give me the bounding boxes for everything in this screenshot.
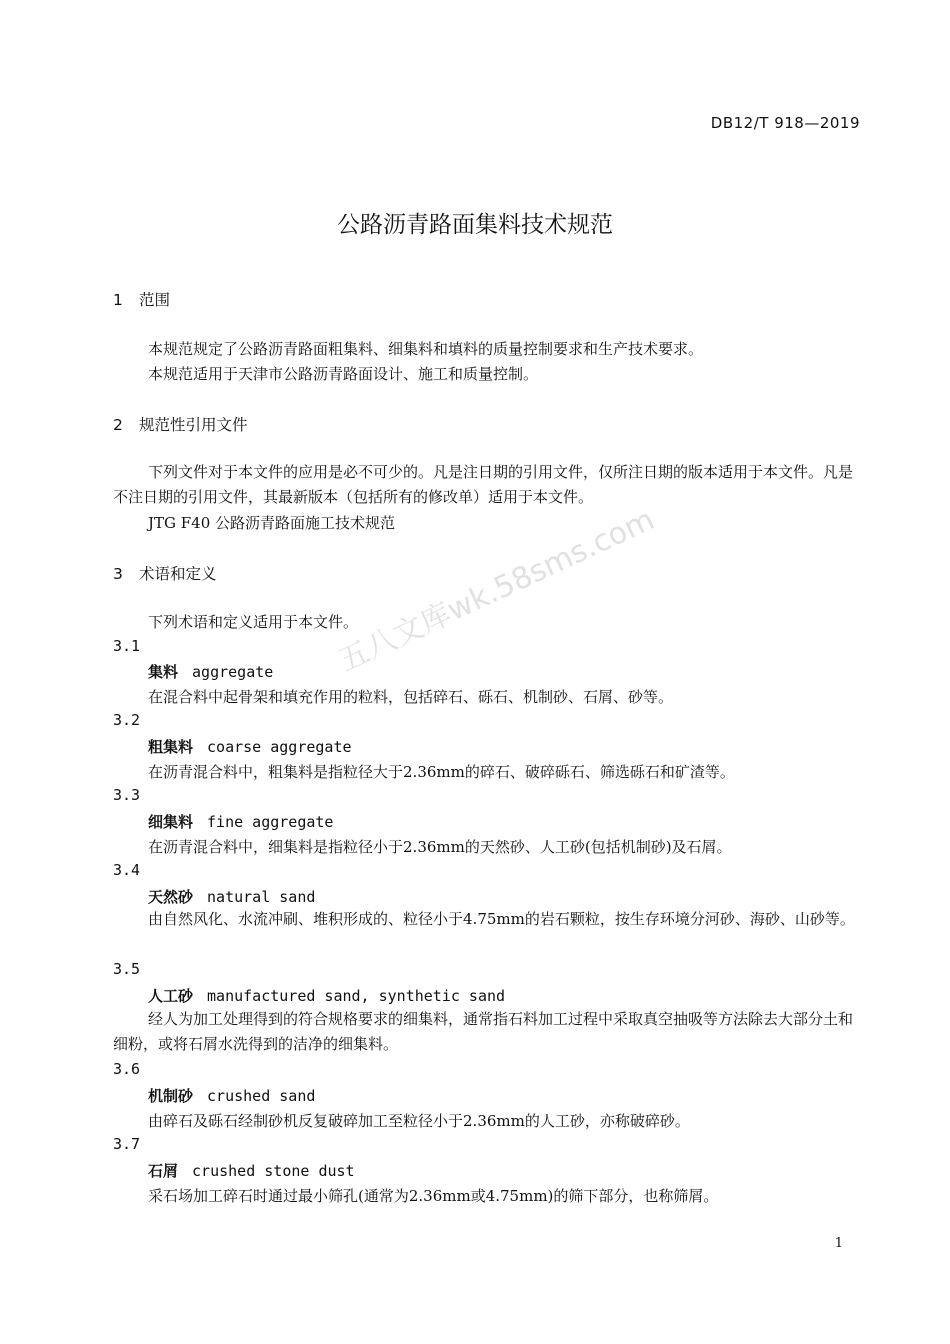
term-number: 3.4	[113, 861, 141, 879]
term-en: coarse aggregate	[207, 738, 352, 756]
term	[148, 661, 273, 682]
paragraph: 本规范适用于天津市公路沥青路面设计、施工和质量控制。	[148, 365, 539, 383]
term-number: 3.7	[113, 1135, 141, 1153]
document-title: 公路沥青路面集料技术规范	[337, 212, 613, 238]
term-en: crushed sand	[207, 1087, 316, 1105]
term-number: 3.6	[113, 1060, 141, 1078]
term	[148, 736, 352, 757]
term-definition: 在混合料中起骨架和填充作用的粒料，包括碎石、砾石、机制砂、石屑、砂等。	[148, 688, 674, 706]
term-en: fine aggregate	[207, 813, 334, 831]
reference-item: JTG F40 公路沥青路面施工技术规范	[148, 514, 396, 532]
section-number: 2	[113, 416, 123, 434]
paragraph: 下列文件对于本文件的应用是必不可少的。凡是注日期的引用文件，仅所注日期的版本适用于本文件。凡是不注日期的引用文件，其最新版本（包括所有的修改单）适用于本文件。	[113, 463, 854, 506]
term-definition: 采石场加工碎石时通过最小筛孔(通常为2.36mm或4.75mm)的筛下部分，也称筛屑。	[148, 1187, 719, 1205]
term-definition: 在沥青混合料中，细集料是指粒径小于2.36mm的天然砂、人工砂(包括机制砂)及石屑。	[148, 838, 732, 856]
paragraph: 本规范规定了公路沥青路面粗集料、细集料和填料的质量控制要求和生产技术要求。	[148, 340, 704, 358]
term-zh: 天然砂	[148, 888, 194, 906]
term	[148, 985, 505, 1006]
paragraph: 下列术语和定义适用于本文件。	[148, 613, 359, 631]
term-zh: 机制砂	[148, 1087, 194, 1105]
term-definition: 在沥青混合料中，粗集料是指粒径大于2.36mm的碎石、破碎砾石、筛选砾石和矿渣等。	[148, 763, 735, 781]
section-number: 1	[113, 291, 123, 309]
section-3-heading	[113, 562, 217, 584]
standard-code: DB12/T 918—2019	[710, 114, 860, 132]
section-title: 术语和定义	[139, 565, 217, 583]
term-zh: 人工砂	[148, 987, 194, 1005]
term-zh: 粗集料	[148, 738, 194, 756]
term-number: 3.2	[113, 711, 141, 729]
section-1-heading	[113, 288, 170, 310]
term	[148, 1160, 355, 1181]
term	[148, 1085, 315, 1106]
section-title: 范围	[139, 291, 171, 309]
section-title: 规范性引用文件	[139, 416, 248, 434]
term	[148, 886, 315, 907]
term-number: 3.5	[113, 960, 141, 978]
term-definition: 由自然风化、水流冲刷、堆积形成的、粒径小于4.75mm的岩石颗粒，按生存环境分河砂、海砂、山砂等。	[148, 910, 855, 928]
section-2-heading	[113, 413, 248, 435]
term-definition: 经人为加工处理得到的符合规格要求的细集料，通常指石料加工过程中采取真空抽吸等方法除去大部分土和细粉，或将石屑水洗得到的洁净的细集料。	[113, 1010, 854, 1053]
term-number: 3.3	[113, 786, 141, 804]
section-number: 3	[113, 565, 123, 583]
term-en: natural sand	[207, 888, 316, 906]
term-zh: 细集料	[148, 813, 194, 831]
term-definition: 由碎石及砾石经制砂机反复破碎加工至粒径小于2.36mm的人工砂，亦称破碎砂。	[148, 1112, 690, 1130]
term-zh: 石屑	[148, 1162, 179, 1180]
page-number: 1	[834, 1236, 843, 1251]
term-en: crushed stone dust	[192, 1162, 355, 1180]
term	[148, 811, 333, 832]
term-zh: 集料	[148, 663, 179, 681]
term-number: 3.1	[113, 637, 141, 655]
watermark: 五八文库wk.58sms.com	[333, 501, 660, 679]
term-en: manufactured sand, synthetic sand	[207, 987, 506, 1005]
term-en: aggregate	[192, 663, 274, 681]
